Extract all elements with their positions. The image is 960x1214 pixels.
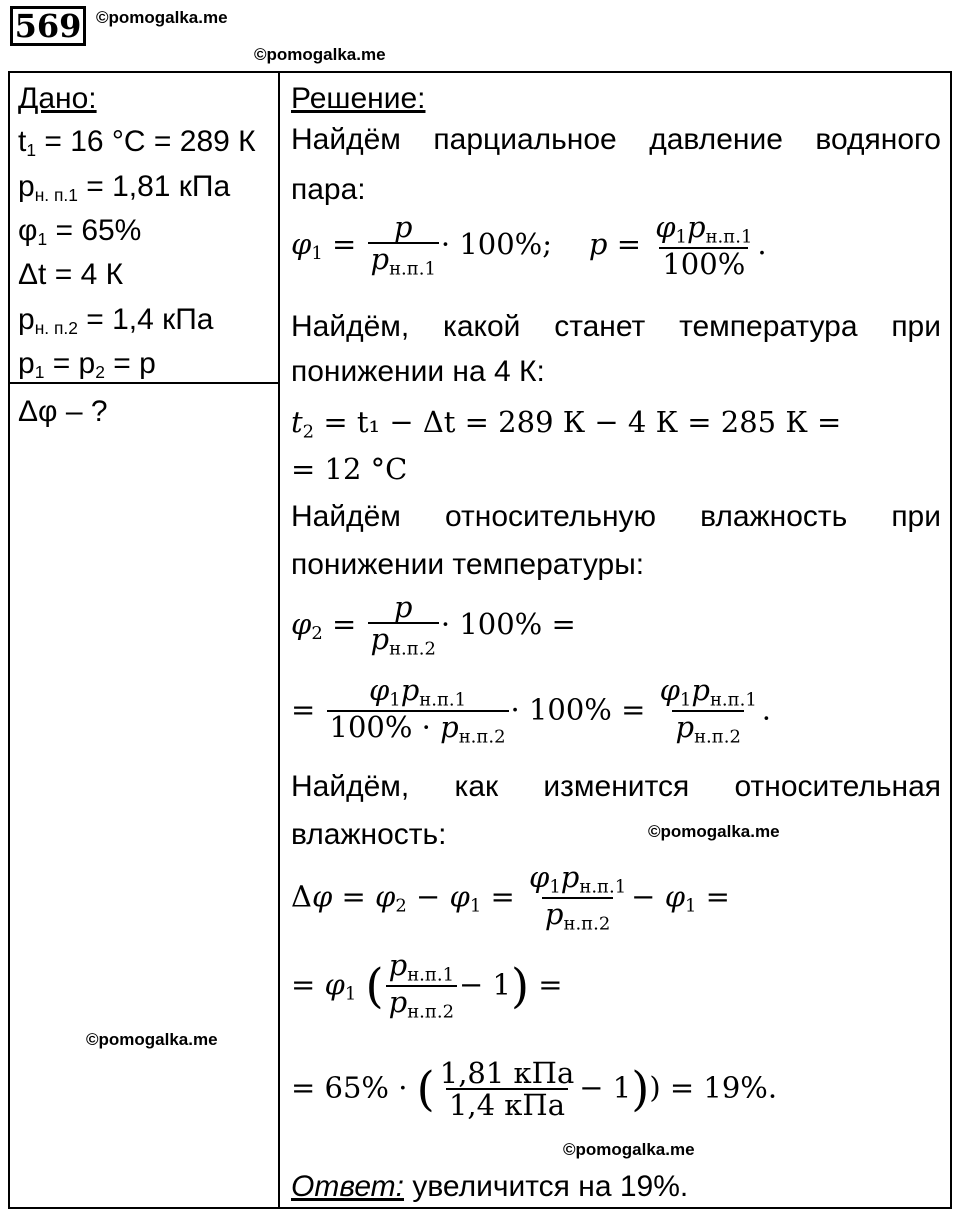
formula-phi2-cont: = $\frac{\varphi 1pн.п.1}{100\% \cdot pн.п.2}$ · 100% = $\frac{\varphi 1pн.п.1}{pн.п.2}$ .: [291, 673, 771, 748]
given-line: $p_1 = p_2 = p$: [18, 347, 156, 382]
solution-text: пара:: [291, 173, 366, 206]
task-number: 569: [10, 6, 86, 46]
solution-text: понижении температуры:: [291, 548, 645, 581]
formula-phi1: φ1 = $\frac{p}{pн.п.1}$ · 100%; p = $\frac{\varphi 1pн.п.1}{100\%}$ .: [291, 210, 767, 282]
solution-text: понижении на 4 К:: [291, 355, 545, 388]
solution-text: влажность:: [291, 818, 447, 851]
formula-delta-phi-value: = 65% · ( $\frac{\text{1,81 кПа}}{\text{1,4 кПа}}$ − 1)) = 19%.: [291, 1056, 778, 1123]
given-line: $p_{н. п.1} = 1,81$ кПа: [18, 170, 231, 205]
given-line: $p_{н. п.2} = 1,4$ кПа: [18, 303, 214, 338]
solution-text: Найдём относительную влажность при: [291, 500, 941, 533]
given-line: Δt = 4 К: [18, 258, 124, 291]
given-line: $t_1 = 16$ °C = 289 К: [18, 125, 256, 160]
watermark: ©pomogalka.me: [563, 1140, 695, 1159]
given-line: $\varphi_1 = 65\%$: [18, 214, 142, 249]
formula-t2: t2 = t₁ − Δt = 289 К − 4 К = 285 К =: [291, 405, 842, 443]
watermark: ©pomogalka.me: [96, 8, 228, 27]
answer: Ответ: увеличится на 19%.: [291, 1170, 689, 1203]
watermark: ©pomogalka.me: [648, 822, 780, 841]
solution-heading: Решение:: [291, 82, 426, 115]
find-quantity: Δφ – ?: [18, 395, 108, 428]
formula-delta-phi: Δφ = φ2 − φ1 = $\frac{\varphi 1pн.п.1}{pн.п.2}$ − φ1 =: [291, 860, 730, 935]
solution-text: Найдём, как изменится относительная: [291, 770, 941, 803]
given-heading: Дано:: [18, 82, 97, 115]
solution-text: Найдём, какой станет температура при: [291, 310, 941, 343]
watermark: ©pomogalka.me: [254, 45, 386, 64]
formula-delta-phi-cont: = φ1 ( $\frac{pн.п.1}{pн.п.2}$ − 1) =: [291, 948, 563, 1023]
column-divider: [278, 71, 280, 1209]
formula-t2-cont: = 12 °C: [291, 452, 408, 486]
solution-text: Найдём парциальное давление водяного: [291, 123, 941, 156]
formula-phi2: φ2 = $\frac{p}{pн.п.2}$ · 100% =: [291, 590, 576, 660]
watermark: ©pomogalka.me: [86, 1030, 218, 1049]
